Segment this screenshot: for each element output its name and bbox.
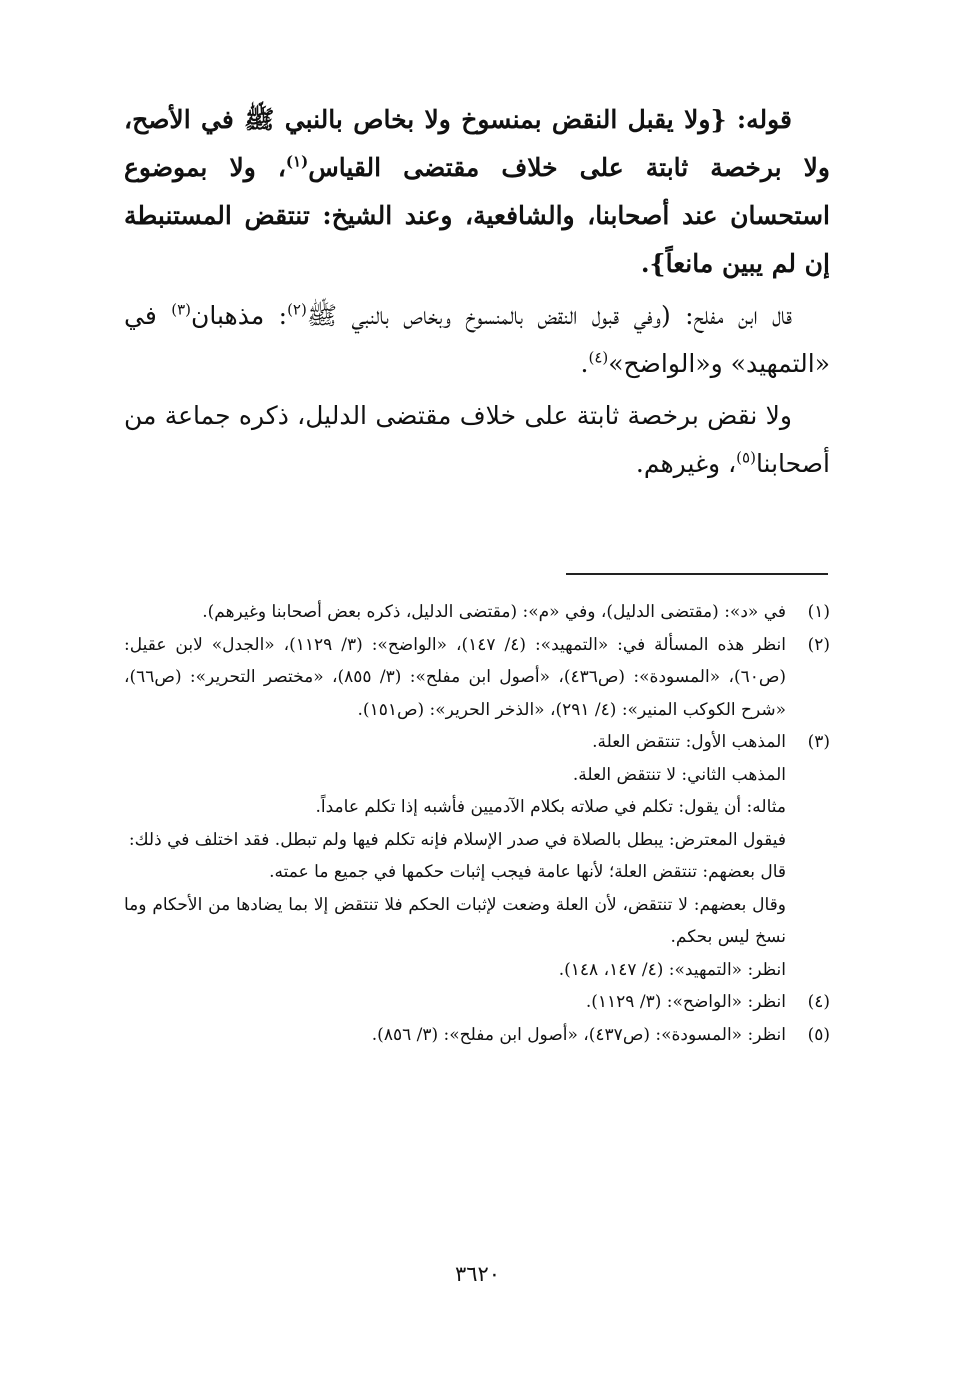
footnote-text: قال بعضهم: تنتقض العلة؛ لأنها عامة فيجب إثبات حكمها في جميع ما عمته. [269, 862, 786, 882]
footnote [124, 986, 830, 1019]
footnote-marker: (٢) [287, 300, 307, 319]
commentary-paragraph [124, 392, 830, 488]
footnote [124, 726, 830, 986]
footnote-separator [566, 573, 828, 575]
paragraph-text: . [580, 349, 589, 378]
main-text [124, 96, 830, 492]
commentary-paragraph [124, 292, 830, 388]
footnote-text: انظر هذه المسألة في: «التمهيد»: (٤/ ١٤٧)، «الواضح»: (٣/ ١١٢٩)، «الجدل» لابن عقيل: (ص٦٠)، «المسودة»: (ص٤٣٦)، «أصول ابن مفلح»: (٣/ ٨٥٥)، «مختصر التحرير»: (ص٦٦)، «شرح الكوكب المنير»: (٤/ ٢٩١)، «الذخر الحرير»: (ص١٥١). [124, 634, 787, 720]
footnote-text: مثاله: أن يقول: تكلم في صلاته بكلام الآدميين فأشبه إذا تكلم عامداً. [315, 797, 786, 817]
footnote-text: انظر: «التمهيد»: (٤/ ١٤٧، ١٤٨). [558, 959, 786, 980]
footnote-text: وقال بعضهم: لا تنتقض، لأن العلة وضعت لإثبات الحكم فلا تنتقض إلا بما يضادها من الأحكام وما نسخ ليس بحكم. [124, 894, 786, 947]
footnote [124, 596, 830, 629]
footnote [124, 629, 830, 727]
paragraph-text: ، ولا بموضوع استحسان عند أصحابنا، والشافعية، وعند الشيخ: تنتقض المستنبطة إن لم يبين مانعاً}. [124, 153, 830, 278]
page-number: ٣٦٢٠ [454, 1262, 501, 1286]
footnote-text: في «د»: (مقتضى الدليل)، وفي «م»: (مقتضى الدليل، ذكره بعض أصحابنا وغيرهم). [202, 602, 786, 622]
footnote-text: فيقول المعترض: يبطل بالصلاة في صدر الإسلام فإنه تكلم فيها ولم تبطل. فقد اختلف في ذلك: [128, 829, 786, 850]
footnote-text: المذهب الثاني: لا تنتقض العلة. [572, 764, 786, 785]
paragraph-text: قال ابن مفلح: (وفي قبول النقض بالمنسوخ وبخاص بالنبي ﷺ [306, 301, 792, 330]
quoted-text-paragraph [124, 96, 830, 288]
footnote-number: (٤) [807, 992, 830, 1012]
paragraph-text: قوله: {ولا يقبل النقض بمنسوخ ولا بخاص بالنبي ﷺ في الأصح، ولا برخصة ثابتة على خلاف مقتضى القياس [124, 105, 830, 182]
footnote-marker: (١) [285, 152, 309, 171]
footnote-marker: (٣) [171, 300, 191, 319]
footnotes [124, 596, 830, 1051]
footnote-marker: (٤) [588, 348, 609, 367]
paragraph-text: : مذهبان [191, 301, 288, 330]
footnote-text: المذهب الأول: تنتقض العلة. [592, 732, 786, 752]
footnote-number: (١) [807, 602, 830, 622]
footnote-marker: (٥) [736, 448, 756, 467]
footnote-number: (٥) [807, 1024, 830, 1045]
footnote-text: انظر: «المسودة»: (ص٤٣٧)، «أصول ابن مفلح»: (٣/ ٨٥٦). [371, 1024, 786, 1045]
paragraph-text: ، وغيرهم. [635, 449, 737, 478]
footnote-text: انظر: «الواضح»: (٣/ ١١٢٩). [585, 992, 786, 1012]
paragraph-text: ولا نقض برخصة ثابتة على خلاف مقتضى الدليل، ذكره جماعة من أصحابنا [124, 401, 830, 478]
footnote-number: (٣) [807, 732, 830, 752]
footnote-number: (٢) [807, 634, 830, 655]
paragraph-text: في «التمهيد» و«الواضح» [124, 301, 830, 378]
footnote [124, 1019, 830, 1052]
